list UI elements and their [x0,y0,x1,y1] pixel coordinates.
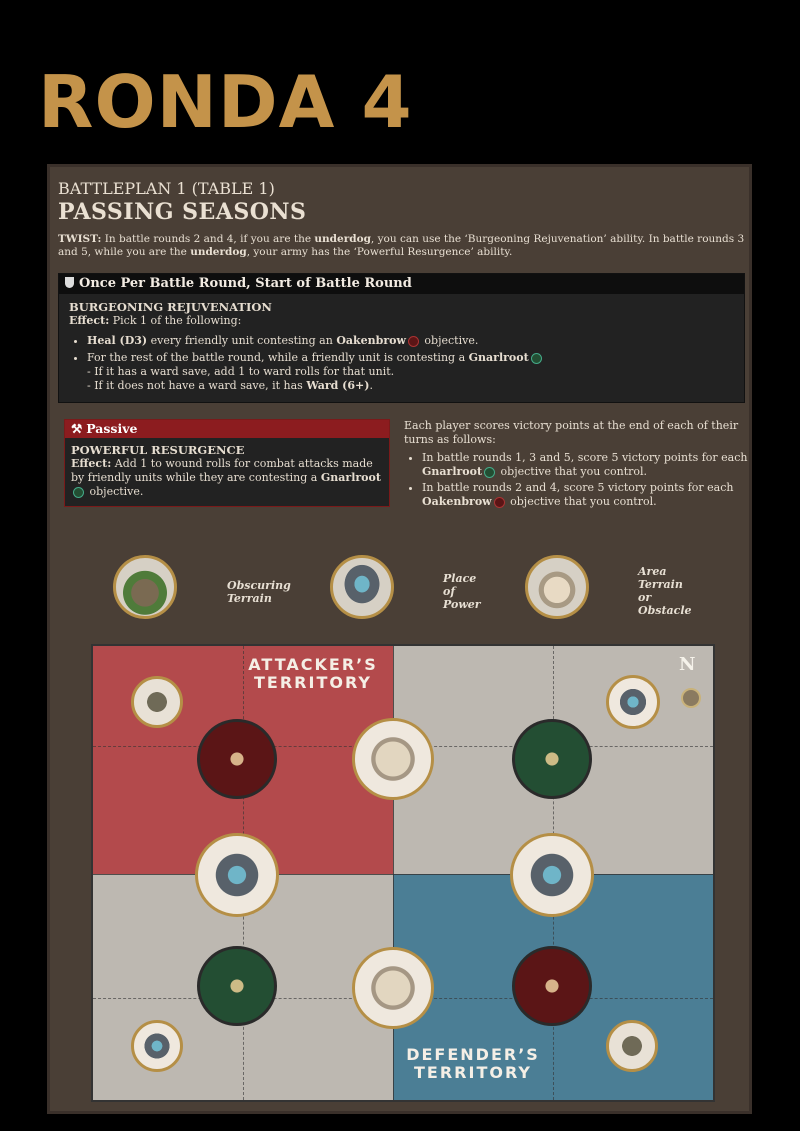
effect-text: Add 1 to wound rolls for combat attacks made by friendly units while they are contesting a [71,457,373,484]
obscuring-terrain-icon [606,1020,658,1072]
grid-line [93,874,713,875]
item-text: In battle rounds 2 and 4, score 5 victory points for each [422,481,734,494]
twist-part-b: , you can use the ‘Burgeoning Rejuvenation’ ability. In battle rounds 3 and 5, while you are the [58,233,745,258]
north-marker: N [679,654,696,675]
place-of-power-icon [330,555,394,619]
item-text: objective that you control. [506,495,657,508]
place-of-power-icon [606,675,660,729]
oakenbrow-keyword: Oakenbrow [422,495,492,508]
underdog-keyword: underdog [314,233,371,245]
ability-effect [71,457,383,499]
ability-name: BURGEONING REJUVENATION [69,300,272,314]
battleplan-subtitle: BATTLEPLAN 1 (TABLE 1) [58,179,275,198]
twist-part-c: , your army has the ‘Powerful Resurgence’ ability. [246,246,513,258]
legend-label: Area Terrain or Obstacle [638,565,692,617]
oakenbrow-keyword: Oakenbrow [336,334,406,347]
legend-label: Obscuring Terrain [227,579,291,605]
compass-icon [681,688,701,708]
powerful-resurgence-box [64,419,390,507]
gnarlroot-icon [484,467,495,478]
twist-label: TWIST: [58,233,102,245]
item-text: objective. [420,334,479,347]
oakenbrow-icon [494,497,505,508]
attacker-territory-label: ATTACKER’S TERRITORY [248,655,378,692]
ability-header [65,420,389,438]
place-of-power-icon [510,833,594,917]
battleplan-panel [47,164,752,1114]
scoring-rules [404,419,749,511]
ability-timing: Once Per Battle Round, Start of Battle Round [79,276,412,291]
twist-part-a: In battle rounds 2 and 4, if you are the [101,233,315,245]
defender-territory-label: DEFENDER’S TERRITORY [406,1045,540,1082]
effect-label: Effect: [69,314,110,327]
ability-effect [69,314,734,328]
ability-name: POWERFUL RESURGENCE [71,443,245,457]
grid-line [393,646,394,1100]
shield-icon [65,277,74,288]
battleplan-name: PASSING SEASONS [58,199,307,225]
list-item [422,451,749,479]
legend-label: Place of Power [443,572,481,611]
oakenbrow-objective [512,946,592,1026]
item-text: For the rest of the battle round, while a friendly unit is contesting a [87,351,469,364]
list-item [422,481,749,509]
page-title: RONDA 4 [38,60,413,144]
underdog-keyword: underdog [190,246,247,258]
gnarlroot-objective [512,719,592,799]
ward-keyword: Ward (6+) [306,379,370,392]
effect-text: Pick 1 of the following: [109,314,242,327]
sub-line-end: . [369,379,373,392]
gnarlroot-keyword: Gnarlroot [468,351,529,364]
list-item [87,334,734,348]
area-terrain-icon [352,947,434,1029]
effect-tail: objective. [89,485,144,498]
battle-map [91,644,715,1102]
oakenbrow-icon [408,336,419,347]
place-of-power-icon [195,833,279,917]
ability-header [59,274,744,294]
gnarlroot-keyword: Gnarlroot [320,471,381,484]
burgeoning-rejuvenation-box [58,273,745,403]
obscuring-terrain-icon [113,555,177,619]
list-item [87,351,734,393]
area-terrain-icon [525,555,589,619]
scoring-intro: Each player scores victory points at the end of each of their turns as follows: [404,419,739,446]
item-text: In battle rounds 1, 3 and 5, score 5 victory points for each [422,451,748,464]
gnarlroot-keyword: Gnarlroot [422,465,483,478]
effect-label: Effect: [71,457,112,470]
gnarlroot-icon [73,487,84,498]
sub-line: - If it has a ward save, add 1 to ward rolls for that unit. [87,365,395,378]
item-text: objective that you control. [497,465,648,478]
oakenbrow-objective [197,719,277,799]
place-of-power-icon [131,1020,183,1072]
obscuring-terrain-icon [131,676,183,728]
gnarlroot-icon [531,353,542,364]
sub-line: - If it does not have a ward save, it has [87,379,307,392]
area-terrain-icon [352,718,434,800]
gnarlroot-objective [197,946,277,1026]
item-text: every friendly unit contesting an [147,334,337,347]
heal-keyword: Heal (D3) [87,334,148,347]
twist-text [58,233,748,259]
ability-timing: Passive [86,421,138,436]
crossed-axes-icon: ⚒ [71,421,83,436]
